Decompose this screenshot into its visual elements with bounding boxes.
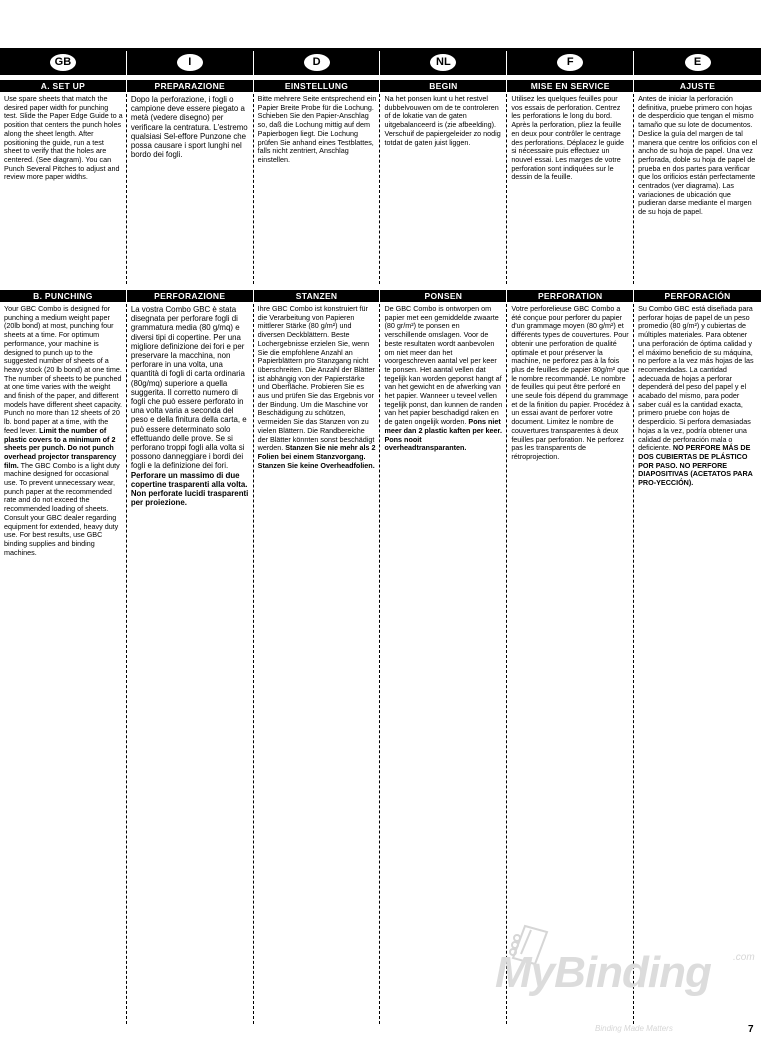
punching-header-d: STANZEN [254,290,381,302]
language-cell-f [507,51,634,75]
mybinding-logo [495,940,755,1032]
punching-header-row [0,290,761,302]
punching-i-p1: La vostra Combo GBC è stata disegnata per perforare fogli di grammatura media (80 g/mq) e diversi tipi di copertine. Per una migliore definizione dei fori e per preservare la macchina, non perforare in una volta, una quantità di fogli di carta ordinaria (80g/mq) superiore a quella suggerita. Il corretto numero di fogli che può essere perforato in una volta varia a seconda del peso e della finitura della carta, e può essere determinato solo effettuando delle prove. Se si perforano troppi fogli alla volta si possono danneggiare i bordi dei fogli e la definizione dei fori. [130,305,247,471]
setup-header-i: PREPARAZIONE [127,80,254,92]
punching-text-gb [0,304,127,1024]
punching-header-e: PERFORACIÓN [634,290,761,302]
punching-text-nl [380,304,507,1024]
punching-e-warning: NO PERFORE MÁS DE DOS CUBIERTAS DE PLÁSTICO POR PASO. NO PERFORE DIAPOSITIVAS (ACETATOS PARA PRO-YECCIÓN). [638,443,753,488]
logo-tagline: Binding Made Matters [595,1024,673,1033]
setup-text-i: Dopo la perforazione, i fogli o campione deve essere piegato a metà (vedere disegno) per verificare la centratura. L'estremo qualsiasi Sel-effore Punzone che possa causare i sport lunghi nel bordo dei fogli. [127,94,254,284]
language-badge-gb: GB [49,53,77,72]
punching-gb-p2: The GBC Combo is a light duty machine designed for occasional use. To prevent unnecessary wear, punch paper at the recommended rate and do not exceed the recommended loading of sheets. Consult your GBC dealer regarding equipment for extended, heavy duty use. For best results, use GBC binding supplies and binding machines. [4,460,120,557]
setup-text-gb: Use spare sheets that match the desired paper width for punching test. Slide the Paper Edge Guide to a position that centers the punch holes along the sheet length. After positioning the guide, run a test sheet to verify that the holes are centered. (See diagram). You can Punch Several Pitches to adjust and review more paper widths. [0,94,127,284]
punching-text-d [254,304,381,1024]
language-row [0,51,761,75]
punching-f-p1: Votre perforelieuse GBC Combo a été conçue pour perforer du papier d'un grammage moyen (80 g/m²) et différents types de couvertures. Pour obtenir une perforation de qualité optimale et pour préserver la machine, ne perforez pas à la fois plus de feuilles de papier 80g/m² que le nombre recommandé. Le nombre de feuilles qui peut être perforé en une seule fois dépend du grammage et de la finition du papier. Procédez à un essai avant de perforer votre document. Limitez le nombre de couvertures transparentes à deux feuilles par perforation. Ne perforez pas les transparents de rétroprojection. [511,304,630,461]
punching-header-nl: PONSEN [380,290,507,302]
punching-header-i: PERFORAZIONE [127,290,254,302]
setup-header-gb: A. SET UP [0,80,127,92]
setup-header-f: MISE EN SERVICE [507,80,634,92]
setup-text-d: Bitte mehrere Seite entsprechend ein Papier Breite Probe für die Lochung. Schieben Sie den Papier-Anschlag so, daß die Lochung mittig auf dem Papierbogen liegt. Die Lochung prüfen Sie anhand eines Testblattes, falls nicht zentriert, Anschlag einstellen. [254,94,381,284]
setup-header-nl: BEGIN [380,80,507,92]
language-cell-gb [0,51,127,75]
punching-nl-warning: Pons niet meer dan 2 plastic kaften per keer. Pons nooit overheadtransparanten. [384,417,502,453]
setup-text-row [0,94,761,284]
punching-d-p1: Ihre GBC Combo ist konstruiert für die Verarbeitung von Papieren mittlerer Stärke (80 g/m²) und diversen Deckblättern. Beste Lochergebnisse erzielen Sie, wenn Sie die empfohlene Anzahl an Papierblättern pro Stanzgang nicht überschreiten. Die Anzahl der Blätter ist abhängig von der Papierstärke und Oberfläche. Probieren Sie es aus und prüfen Sie das Ergebnis vor der Bindung. Um die Maschine vor Beschädigung zu schützen, vermeiden Sie das Stanzen von zu vielen Blättern. Die Randbereiche der Blätter könnten sonst beschädigt werden. [257,304,375,453]
language-cell-i [127,51,254,75]
punching-text-e [634,304,761,1024]
language-cell-e [634,51,761,75]
setup-header-d: EINSTELLUNG [254,80,381,92]
punching-text-i [127,304,254,1024]
language-badge-e: E [684,53,712,72]
setup-text-nl: Na het ponsen kunt u het restvel dubbelvouwen om de te controleren of de lokatie van de gaten uitgebalanceerd is (zie afbeelding). Verschuif de papiergeleider zo nodig totdat de gaten juist liggen. [380,94,507,284]
punching-e-p1: Su Combo GBC está diseñada para perforar hojas de papel de un peso promedio (80 g/m²) y cubiertas de múltiples materiales. Para obtener una perforación de óptima calidad y el máximo beneficio de su máquina, no perfore a la vez más hojas de las recomendadas. La cantidad adecuada de hojas a perforar dependerá del peso del papel y el acabado del mismo, para poder saber cuál es la cantidad exacta, primero pruebe con hojas de desperdicio. Si perfora demasiadas hojas a la vez, podría obtener una calidad de perforación mala o deficiente. [638,304,754,453]
setup-header-row [0,80,761,92]
logo-domain: .com [733,952,755,963]
logo-wordmark: MyBinding [495,948,711,997]
punching-d-warning: Stanzen Sie nie mehr als 2 Folien bei einem Stanzvorgang. Stanzen Sie keine Overheadfolien. [257,443,376,470]
punching-text-f [507,304,634,1024]
punching-gb-warning: Limit the number of plastic covers to a minimum of 2 sheets per punch. Do not punch overhead projector transparency film. [4,425,117,470]
page-number: 7 [748,1024,754,1035]
language-cell-nl [380,51,507,75]
language-badge-d: D [303,53,331,72]
setup-text-f: Utilisez les quelques feuilles pour vos essais de perforation. Centrez les perforations le long du bord. Après la perforation, pliez la feuille en deux pour contrôler le centrage des perforations. Déplacez le guide si nécessaire puis effectuez un nouvel essai. Les marges de votre perforation sont indiquées sur le dessin de la feuille. [507,94,634,284]
language-badge-nl: NL [429,53,457,72]
setup-header-e: AJUSTE [634,80,761,92]
language-cell-d [254,51,381,75]
punching-text-row [0,304,761,1024]
punching-header-f: PERFORATION [507,290,634,302]
punching-nl-p1: De GBC Combo is ontworpen om papier met een gemiddelde zwaarte (80 gr/m²) te ponsen en verschillende omslagen. Voor de beste resultaten wordt aanbevolen om niet meer dan het voorgeschreven aantal vel per keer te ponsen. Het aantal vellen dat tegelijk kan worden geponst hangt af van het gewicht en de afwerking van het papier. Wanneer u teveel vellen tegelijk ponst, dan kunnen de randen van het papier beschadigd raken en de gaten ongelijk worden. [384,304,503,427]
setup-text-e: Antes de iniciar la perforación definitiva, pruebe primero con hojas de desperdicio que tengan el mismo tamaño que su lote de documentos. Deslice la guía del margen de tal manera que centre los orificios con el ancho de su hoja de papel. Una vez perforada, doble su hoja de papel de prueba en dos partes para verificar que los orificios están perfectamente centrados (ver diagrama). Las variaciones de ubicación que pudieran darse mediante el margen de su hoja de papel. [638,94,758,217]
punching-i-warning: Perforare un massimo di due copertine trasparenti alla volta. Non perforate lucidi trasparenti per proiezione. [130,470,249,508]
language-badge-f: F [556,53,584,72]
language-badge-i: I [176,53,204,72]
punching-header-gb: B. PUNCHING [0,290,127,302]
punching-gb-p1: Your GBC Combo is designed for punching a medium weight paper (20lb bond) at most, punching four sheets at a time. For optimum performance, your machine is designed to punch up to the suggested number of sheets of a heavy stock (20 lb bond) at one time. The number of sheets to be punched at one time varies with the weight and finish of the paper, and different models have different sheet capacity. Punch no more than 12 sheets of 20 lb. bond paper at a time, with the feed lever. [4,304,122,435]
